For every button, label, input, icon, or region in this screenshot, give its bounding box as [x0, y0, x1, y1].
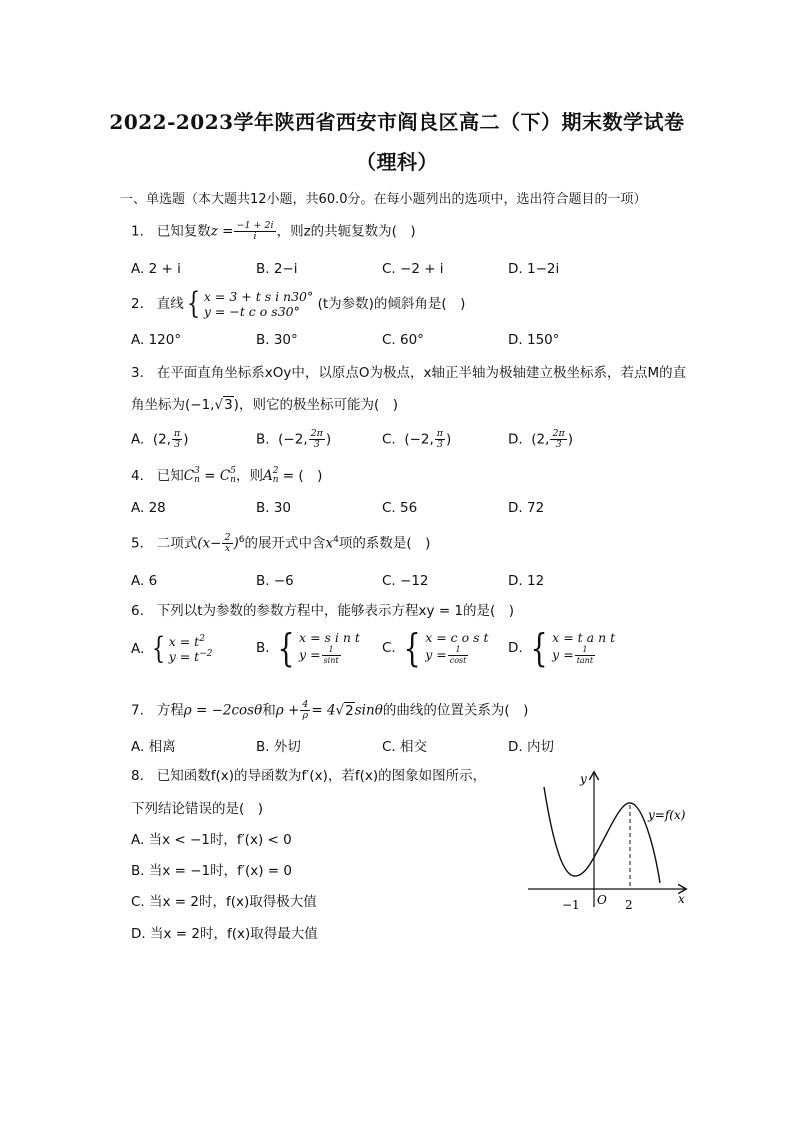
exam-title: 2022-2023学年陕西省西安市阎良区高二（下）期末数学试卷: [109, 110, 685, 134]
tick-label-neg1: −1: [562, 898, 580, 912]
q4-option-c: C. 56: [382, 500, 418, 516]
q8-option-a: A. 当x < −1时，f′(x) < 0: [131, 832, 292, 848]
question-4: 4. 已知C 3 n = C 5 n ，则A 2 n = ( ): [131, 466, 323, 485]
q1-option-a: A. 2 + i: [131, 261, 181, 277]
q6-option-d: D. { x = t a n t y = $\frac{1}{\tan t}$: [508, 626, 616, 670]
q7-option-b: B. 外切: [256, 739, 301, 755]
question-8-line-2: 下列结论错误的是( ): [131, 801, 264, 817]
question-number: 1.: [131, 223, 144, 240]
q2-option-d: D. 150°: [508, 332, 560, 348]
q1-option-d: D. 1−2i: [508, 261, 560, 277]
origin-label: O: [597, 893, 607, 907]
y-axis-label: y: [580, 772, 587, 786]
question-3-line-2: 角坐标为(−1,√3)，则它的极坐标可能为( ): [131, 397, 398, 413]
question-3: 3. 在平面直角坐标系xOy中，以原点O为极点，x轴正半轴为极轴建立极坐标系，若点M的直: [131, 365, 687, 381]
curve-label: y=f(x): [648, 808, 686, 822]
question-number: 8.: [131, 768, 144, 784]
question-number: 7.: [131, 702, 144, 719]
q2-option-a: A. 120°: [131, 332, 182, 348]
q7-option-c: C. 相交: [382, 739, 428, 755]
question-8: 8. 已知函数f(x)的导函数为f′(x)，若f(x)的图象如图所示，: [131, 768, 487, 784]
q4-option-b: B. 30: [256, 500, 292, 516]
q3-option-d: D. (2, $\frac{2\pi}{3}$ ): [508, 428, 574, 450]
question-7: 7. 方程ρ = −2cosθ和ρ + $\frac{4}{\rho}$ = 4√2sinθ的曲线的位置关系为( ): [131, 699, 529, 721]
q8-option-c: C. 当x = 2时，f(x)取得极大值: [131, 894, 317, 910]
question-5: 5. 二项式(x− $\frac{2}{x}$ )$^6$的展开式中含$x^4$项的系数是( ): [131, 532, 431, 554]
q5-option-d: D. 12: [508, 573, 545, 589]
q1-option-c: C. −2 + i: [382, 261, 444, 277]
function-graph: [520, 765, 700, 915]
q3-option-b: B. (−2, $\frac{2\pi}{3}$ ): [256, 428, 332, 450]
q5-option-c: C. −12: [382, 573, 429, 589]
question-number: 3.: [131, 365, 144, 381]
q7-option-a: A. 相离: [131, 739, 176, 755]
q4-option-d: D. 72: [508, 500, 545, 516]
question-number: 4.: [131, 468, 144, 484]
q7-option-d: D. 内切: [508, 739, 554, 755]
fraction: $\frac{-1 + 2i}{i}$: [236, 220, 274, 242]
q4-option-a: A. 28: [131, 500, 166, 516]
question-6: 6. 下列以t为参数的参数方程中，能够表示方程xy = 1的是( ): [131, 603, 515, 619]
question-1: 1. 已知复数z = $\frac{-1 + 2i}{i}$ ，则z的共轭复数为( ): [131, 220, 416, 242]
q2-option-c: C. 60°: [382, 332, 424, 348]
q8-option-d: D. 当x = 2时，f(x)取得最大值: [131, 926, 318, 942]
equation-system: { x = 3 + t s i n30° y = −t c o s30°: [186, 286, 314, 321]
function-curve: [544, 787, 660, 883]
tick-label-2: 2: [625, 898, 633, 912]
q5-option-b: B. −6: [256, 573, 294, 589]
question-number: 5.: [131, 535, 144, 552]
q3-option-c: C. (−2, $\frac{\pi}{3}$ ): [382, 428, 452, 450]
q1-option-b: B. 2−i: [256, 261, 298, 277]
q3-option-a: A. (2, $\frac{\pi}{3}$ ): [131, 428, 189, 450]
section-heading: 一、单选题（本大题共12小题，共60.0分。在每小题列出的选项中，选出符合题目的一项）: [120, 192, 647, 207]
q5-option-a: A. 6: [131, 573, 158, 589]
question-2: 2. 直线 { x = 3 + t s i n30° y = −t c o s30° (t为参数)的倾斜角是( ): [131, 286, 466, 321]
q2-option-b: B. 30°: [256, 332, 298, 348]
question-number: 6.: [131, 603, 144, 619]
x-axis-label: x: [678, 892, 685, 906]
q6-option-c: C. { x = c o s t y = $\frac{1}{\cos t}$: [382, 626, 489, 670]
q6-option-a: A. { $x = t^2$ $y = t^{-2}$: [131, 631, 213, 666]
question-number: 2.: [131, 296, 144, 312]
exam-subtitle: （理科）: [356, 150, 438, 174]
q8-option-b: B. 当x = −1时，f′(x) = 0: [131, 863, 292, 879]
q6-option-b: B. { x = s i n t y = $\frac{1}{\sin t}$: [256, 626, 360, 670]
